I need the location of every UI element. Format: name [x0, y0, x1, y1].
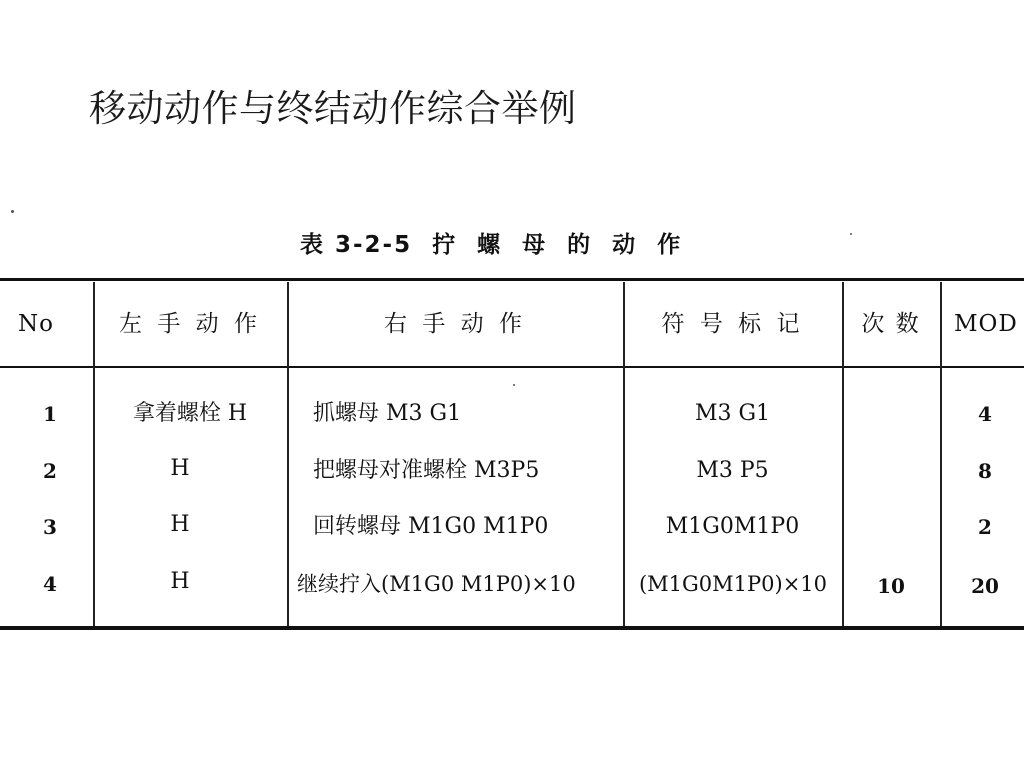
header-mod: MOD	[954, 311, 1018, 337]
cell-mod: 2	[978, 515, 992, 539]
cell-no: 2	[43, 459, 57, 483]
slide-title: 移动动作与终结动作综合举例	[89, 87, 577, 130]
cell-count: 10	[877, 574, 905, 598]
cell-left-hand: H	[170, 512, 190, 537]
header-count: 次 数	[861, 311, 921, 337]
header-right-hand: 右 手 动 作	[384, 311, 526, 337]
header-no: No	[18, 311, 54, 337]
header-left-hand: 左 手 动 作	[119, 311, 261, 337]
cell-count	[848, 453, 934, 489]
cell-count	[848, 509, 934, 545]
cell-mod: 8	[978, 459, 992, 483]
column-divider	[940, 282, 942, 626]
action-table	[0, 278, 1024, 632]
table-caption: 表 3-2-5 拧 螺 母 的 动 作	[300, 232, 683, 258]
scan-speck	[513, 384, 515, 386]
table-top-rule	[0, 278, 1024, 281]
scan-speck	[850, 233, 852, 235]
cell-left-hand: 拿着螺栓 H	[132, 401, 248, 426]
table-bottom-rule	[0, 626, 1024, 630]
cell-right-hand: 继续拧入(M1G0 M1P0)×10	[297, 572, 576, 596]
cell-count	[848, 396, 934, 432]
cell-left-hand: H	[170, 456, 190, 481]
cell-left-hand: H	[170, 569, 190, 594]
cell-symbol: M3 P5	[696, 458, 769, 483]
cell-right-hand: 把螺母对准螺栓 M3P5	[313, 458, 540, 483]
cell-no: 4	[43, 572, 57, 596]
cell-symbol: M3 G1	[694, 401, 771, 426]
cell-mod: 4	[978, 402, 992, 426]
header-symbol: 符 号 标 记	[661, 311, 804, 337]
cell-symbol: M1G0M1P0	[665, 514, 800, 539]
cell-no: 1	[43, 402, 57, 426]
table-header-rule	[0, 366, 1024, 368]
cell-mod: 20	[971, 574, 999, 598]
cell-no: 3	[43, 515, 57, 539]
cell-symbol: (M1G0M1P0)×10	[638, 572, 828, 596]
cell-right-hand: 抓螺母 M3 G1	[313, 401, 462, 426]
cell-right-hand: 回转螺母 M1G0 M1P0	[313, 514, 549, 539]
scan-speck	[11, 210, 14, 213]
